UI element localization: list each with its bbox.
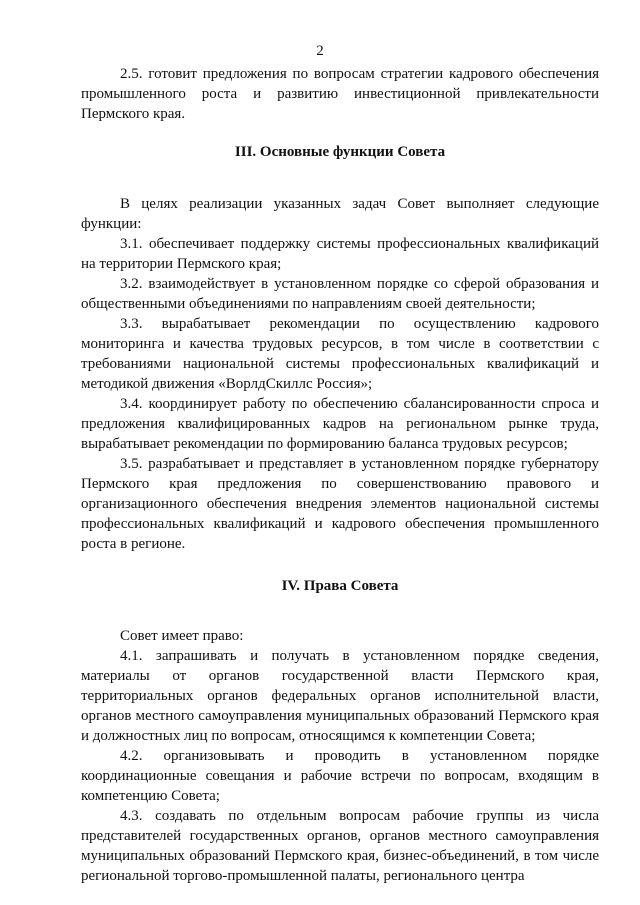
paragraph-3-5: 3.5. разрабатывает и представляет в установленном порядке губернатору Пермского края предложения по совершенствованию правового и организационного обеспечения внедрения элементов национальной системы профессиональных квалификаций и кадрового обеспечения промышленного роста в регионе.	[81, 456, 599, 552]
section-intro-functions: В целях реализации указанных задач Совет выполняет следующие функции:	[81, 196, 599, 232]
page-number: 2	[316, 43, 324, 59]
section-heading-rights: IV. Права Совета	[281, 578, 399, 594]
document-body	[81, 64, 599, 886]
paragraph-3-2: 3.2. взаимодействует в установленном порядке со сферой образования и общественными объединениями по направлениям своей деятельности;	[81, 276, 599, 312]
paragraph-4-1: 4.1. запрашивать и получать в установленном порядке сведения, материалы от органов государственной власти Пермского края, территориальных органов федеральных органов исполнительной власти, органов местного самоуправления муниципальных образований Пермского края и должностных лиц по вопросам, относящимся к компетенции Совета;	[81, 648, 599, 744]
paragraph-2-5: 2.5. готовит предложения по вопросам стратегии кадрового обеспечения промышленного роста и развитию инвестиционной привлекательности Пермского края.	[81, 66, 599, 122]
paragraph-3-1: 3.1. обеспечивает поддержку системы профессиональных квалификаций на территории Пермского края;	[81, 236, 599, 272]
section-intro-rights: Совет имеет право:	[120, 628, 244, 644]
paragraph-4-3: 4.3. создавать по отдельным вопросам рабочие группы из числа представителей государственных органов, органов местного самоуправления муниципальных образований Пермского края, бизнес-объединений, в том числе региональной торгово-промышленной палаты, регионального центра	[81, 808, 599, 884]
paragraph-4-2: 4.2. организовывать и проводить в установленном порядке координационные совещания и рабочие встречи по вопросам, входящим в компетенцию Совета;	[81, 748, 599, 804]
paragraph-3-3: 3.3. вырабатывает рекомендации по осуществлению кадрового мониторинга и качества трудовых ресурсов, в том числе в соответствии с требованиями национальной системы профессиональных квалификаций и методикой движения «ВорлдСкиллс Россия»;	[81, 316, 599, 392]
paragraph-3-4: 3.4. координирует работу по обеспечению сбалансированности спроса и предложения квалифицированных кадров на региональном рынке труда, вырабатывает рекомендации по формированию баланса трудовых ресурсов;	[81, 396, 599, 452]
section-heading-functions: III. Основные функции Совета	[234, 144, 446, 160]
